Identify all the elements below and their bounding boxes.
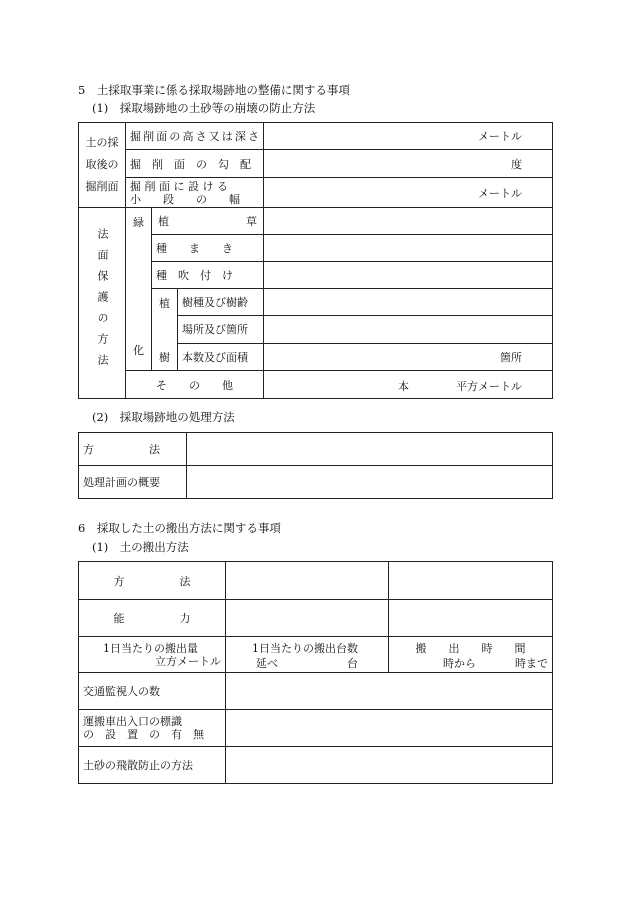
transport-time-cell[interactable]: 搬 出 時 間 時から 時まで [389,637,553,673]
seed-spraying-value[interactable] [264,262,553,289]
treatment-method-label: 方 法 [79,433,187,466]
gradient-value[interactable]: 度 [264,150,553,178]
transport-capacity-label: 能 力 [79,600,226,637]
transport-method-value-2[interactable] [389,562,553,600]
slope-protection-method-label: 法面保護の方法 [79,208,126,399]
depth-value[interactable]: メートル [264,123,553,150]
other-method-label: そ の 他 [126,371,264,399]
section6-heading: 6 採取した土の搬出方法に関する事項 [78,521,281,535]
tree-count-value[interactable]: 箇所 [264,343,553,370]
traffic-watchers-value[interactable] [226,673,553,710]
other-method-value[interactable]: 本 平方メートル [264,371,553,399]
planting-grass-value[interactable] [264,208,553,235]
entrance-sign-value[interactable] [226,710,553,747]
tree-location-label: 場所及び箇所 [178,316,264,343]
excavation-face-label: 土の採 取後の 掘削面 [79,123,126,208]
transport-capacity-value-1[interactable] [226,600,389,637]
section5-sub2-heading: (2) 採取場跡地の処理方法 [92,410,235,424]
gradient-label: 掘 削 面 の 勾 配 [126,150,264,178]
tree-count-label: 本数及び面積 [178,343,264,370]
treatment-plan-label: 処理計画の概要 [79,466,187,499]
tree-location-value[interactable] [264,316,553,343]
slope-protection-table [78,122,553,399]
traffic-watchers-label: 交通監視人の数 [79,673,226,710]
seeding-value[interactable] [264,235,553,262]
soil-transport-table [78,561,553,784]
berm-width-value[interactable]: メートル [264,178,553,208]
tree-species-label: 樹種及び樹齢 [178,289,264,316]
section6-sub1-heading: (1) 土の搬出方法 [92,540,189,554]
planting-grass-label: 植 草 [152,208,264,235]
berm-width-label: 掘 削 面 に 設 け る 小 段 の 幅 [126,178,264,208]
tree-species-value[interactable] [264,289,553,316]
daily-count-cell[interactable]: 1日当たりの搬出台数 延べ 台 [226,637,389,673]
treatment-plan-value[interactable] [187,466,553,499]
treatment-method-value[interactable] [187,433,553,466]
depth-label: 掘削面の高さ又は深さ [126,123,264,150]
transport-capacity-value-2[interactable] [389,600,553,637]
seeding-label: 種 ま き [152,235,264,262]
section5-heading: 5 土採取事業に係る採取場跡地の整備に関する事項 [78,83,350,97]
dust-prevention-value[interactable] [226,747,553,784]
entrance-sign-label: 運搬車出入口の標識 の 設 置 の 有 無 [79,710,226,747]
transport-method-value-1[interactable] [226,562,389,600]
seed-spraying-label: 種 吹 付 け [152,262,264,289]
transport-method-label: 方 法 [79,562,226,600]
dust-prevention-label: 土砂の飛散防止の方法 [79,747,226,784]
site-treatment-table [78,432,553,499]
tree-planting-label: 植 樹 [152,289,178,371]
section5-sub1-heading: (1) 採取場跡地の土砂等の崩壊の防止方法 [92,101,316,115]
greening-label: 緑 化 [126,208,152,371]
daily-amount-cell[interactable]: 1日当たりの搬出量 立方メートル [79,637,226,673]
